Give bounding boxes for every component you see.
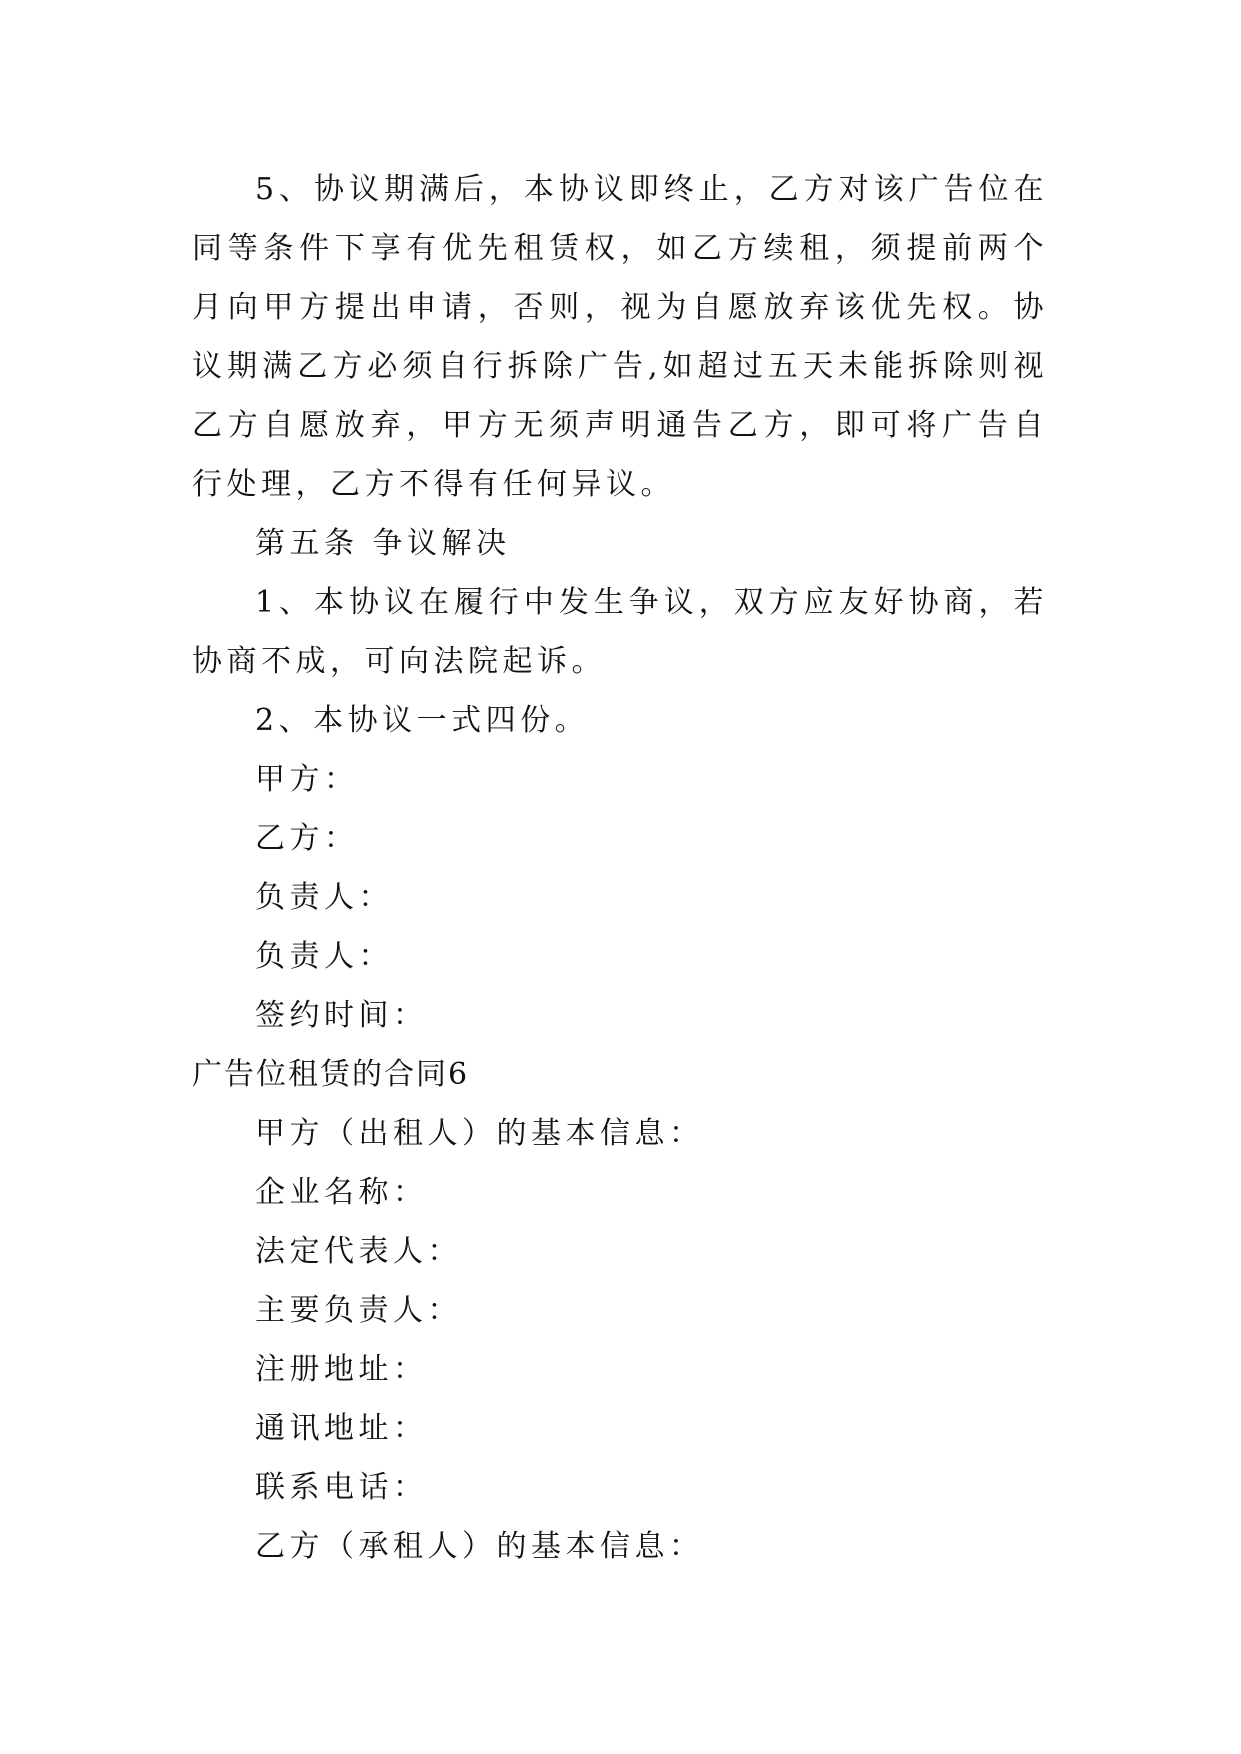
company-name-field: 企业名称： xyxy=(255,1175,428,1210)
dispute-clause-2: 2、本协议一式四份。 xyxy=(255,703,590,738)
dispute-clause-1: 1、本协议在履行中发生争议，双方应友好协商，若协商不成，可向法院起诉。 xyxy=(192,585,1048,679)
clause-expiry-paragraph: 5、协议期满后，本协议即终止，乙方对该广告位在同等条件下享有优先租赁权，如乙方续租，须提前两个月向甲方提出申请，否则，视为自愿放弃该优先权。协议期满乙方必须自行拆除广告,如超过五天未能拆除则视乙方自愿放弃，甲方无须声明通告乙方，即可将广告自行处理，乙方不得有任何异议。 xyxy=(192,172,1048,502)
party-a-signature-line: 甲方： xyxy=(255,762,359,797)
mailing-address-field: 通讯地址： xyxy=(255,1411,428,1446)
registered-address-field: 注册地址： xyxy=(255,1352,428,1387)
article-five-heading: 第五条 争议解决 xyxy=(255,526,511,561)
principal-contact-field: 主要负责人： xyxy=(255,1293,462,1328)
party-a-representative-line: 负责人： xyxy=(255,880,393,915)
lessor-info-heading: 甲方（出租人）的基本信息： xyxy=(255,1116,704,1151)
party-b-representative-line: 负责人： xyxy=(255,939,393,974)
document-body xyxy=(192,160,1048,1576)
party-b-signature-line: 乙方： xyxy=(255,821,359,856)
legal-representative-field: 法定代表人： xyxy=(255,1234,462,1269)
section-title: 广告位租赁的合同6 xyxy=(192,1057,470,1092)
phone-field: 联系电话： xyxy=(255,1470,428,1505)
signing-date-line: 签约时间： xyxy=(255,998,428,1033)
lessee-info-heading: 乙方（承租人）的基本信息： xyxy=(255,1529,704,1564)
